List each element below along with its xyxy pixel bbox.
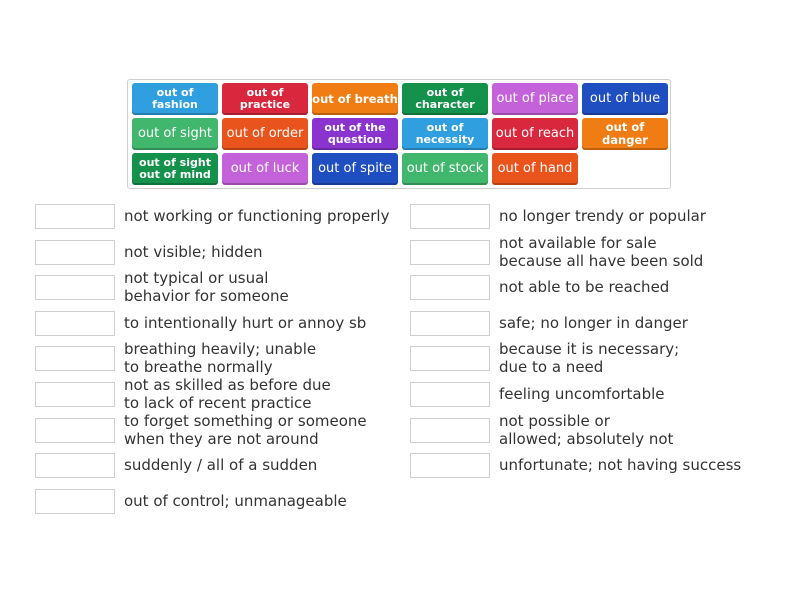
- word-tile[interactable]: [222, 118, 308, 150]
- word-tile-label: out of the question: [324, 120, 386, 146]
- answer-drop-slot[interactable]: [35, 453, 115, 478]
- word-tile-label: out of sight out of mind: [139, 155, 211, 181]
- word-tile-label: out of spite: [318, 160, 392, 176]
- word-tile[interactable]: [132, 153, 218, 185]
- word-tile[interactable]: [492, 118, 578, 150]
- answer-drop-slot[interactable]: [35, 418, 115, 443]
- word-tile-label: out of luck: [230, 160, 300, 176]
- answer-drop-slot[interactable]: [410, 453, 490, 478]
- word-tile[interactable]: [402, 83, 488, 115]
- answer-drop-slot[interactable]: [35, 346, 115, 371]
- definition-text: suddenly / all of a sudden: [124, 456, 318, 475]
- word-tile-label: out of stock: [406, 160, 484, 176]
- definition-text: not as skilled as before due to lack of recent practice: [124, 376, 331, 412]
- word-tile[interactable]: [222, 83, 308, 115]
- answer-drop-slot[interactable]: [410, 204, 490, 229]
- word-tile[interactable]: [132, 83, 218, 115]
- answer-drop-slot[interactable]: [35, 275, 115, 300]
- answer-drop-slot[interactable]: [35, 204, 115, 229]
- answer-drop-slot[interactable]: [35, 311, 115, 336]
- answer-drop-slot[interactable]: [410, 418, 490, 443]
- answer-drop-slot[interactable]: [410, 311, 490, 336]
- word-tile-label: out of practice: [239, 85, 291, 111]
- definition-text: not able to be reached: [499, 278, 670, 297]
- answer-drop-slot[interactable]: [410, 275, 490, 300]
- word-tile-label: out of place: [496, 90, 574, 106]
- answer-drop-slot[interactable]: [410, 382, 490, 407]
- answer-drop-slot[interactable]: [410, 240, 490, 265]
- word-tile[interactable]: [402, 153, 488, 185]
- word-tile[interactable]: [582, 83, 668, 115]
- word-tile[interactable]: [312, 83, 398, 115]
- definition-text: feeling uncomfortable: [499, 385, 665, 403]
- definition-text: not working or functioning properly: [124, 207, 390, 225]
- definition-text: not visible; hidden: [124, 242, 263, 261]
- definition-text: to intentionally hurt or annoy sb: [124, 313, 367, 332]
- answer-drop-slot[interactable]: [35, 489, 115, 514]
- word-tile-bank: [127, 79, 671, 189]
- answer-drop-slot[interactable]: [35, 240, 115, 265]
- answer-drop-slot[interactable]: [410, 346, 490, 371]
- word-tile[interactable]: [582, 118, 668, 150]
- word-tile[interactable]: [132, 118, 218, 150]
- word-tile-label: out of fashion: [152, 85, 198, 111]
- answer-drop-slot[interactable]: [35, 382, 115, 407]
- word-tile-label: out of reach: [495, 125, 575, 141]
- word-tile-label: out of necessity: [415, 120, 475, 146]
- definition-text: not typical or usual behavior for someone: [124, 269, 289, 306]
- definition-text: safe; no longer in danger: [499, 313, 688, 332]
- word-tile[interactable]: [402, 118, 488, 150]
- definition-text: no longer trendy or popular: [499, 207, 706, 225]
- word-tile[interactable]: [492, 83, 578, 115]
- word-tile-label: out of sight: [137, 125, 213, 141]
- definition-text: out of control; unmanageable: [124, 491, 347, 510]
- definition-text: to forget something or someone when they are not around: [124, 411, 367, 448]
- definition-text: unfortunate; not having success: [499, 456, 742, 475]
- word-tile-label: out of blue: [589, 90, 661, 106]
- definition-text: not available for sale because all have been sold: [499, 233, 704, 270]
- definition-text: because it is necessary; due to a need: [499, 340, 680, 377]
- word-tile[interactable]: [222, 153, 308, 185]
- word-tile[interactable]: [492, 153, 578, 185]
- definition-text: breathing heavily; unable to breathe normally: [124, 340, 317, 377]
- word-tile-label: out of danger: [602, 120, 648, 147]
- word-tile[interactable]: [312, 118, 398, 150]
- word-tile-label: out of character: [415, 85, 475, 111]
- word-tile-label: out of breath: [312, 91, 398, 106]
- word-tile-label: out of hand: [497, 160, 573, 176]
- word-tile-label: out of order: [226, 125, 304, 141]
- definition-text: not possible or allowed; absolutely not: [499, 411, 674, 448]
- word-tile[interactable]: [312, 153, 398, 185]
